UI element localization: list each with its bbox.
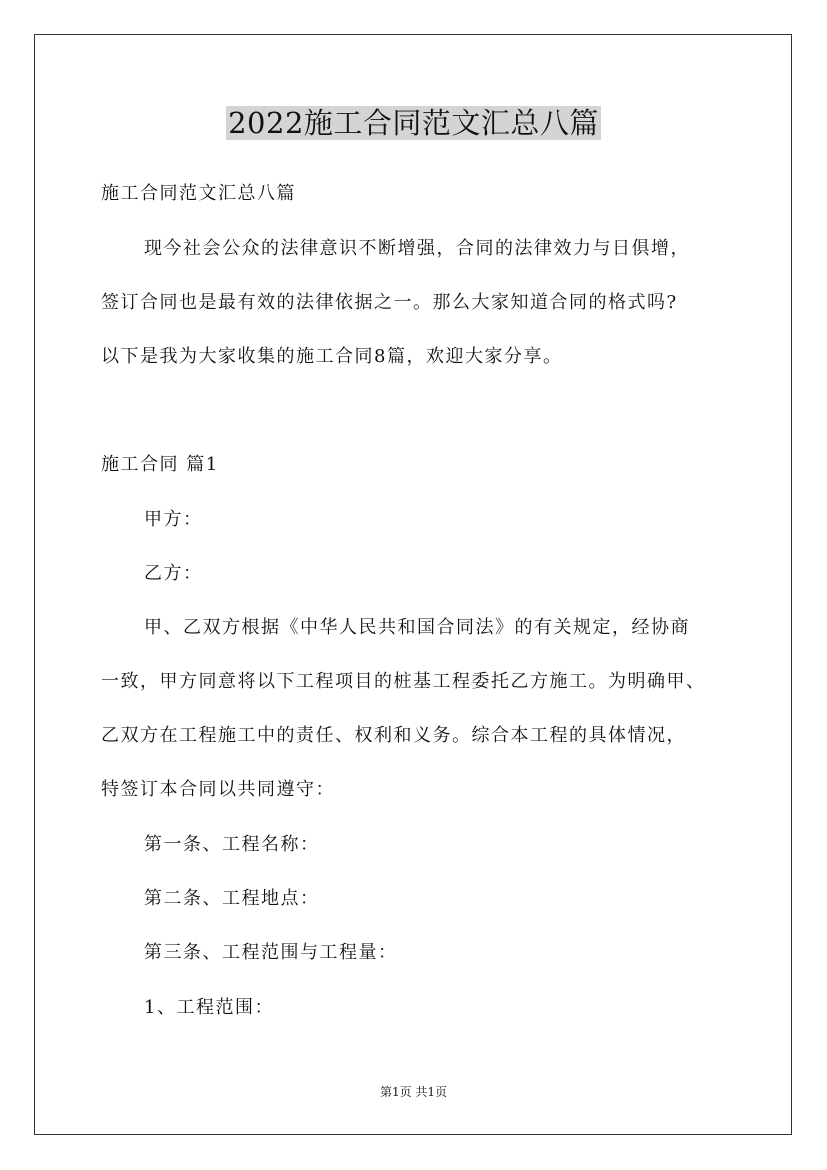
document-title: 2022施工合同范文汇总八篇 [228,106,599,140]
intro-line-1: 现今社会公众的法律意识不断增强，合同的法律效力与日俱增， [144,238,690,259]
body-line-3: 乙双方在工程施工中的责任、权利和义务。综合本工程的具体情况， [101,725,686,746]
article-2: 第二条、工程地点： [144,888,320,909]
party-a-label: 甲方： [144,509,203,530]
article-3: 第三条、工程范围与工程量： [144,942,398,963]
body-line-2: 一致，甲方同意将以下工程项目的桩基工程委托乙方施工。为明确甲、 [101,671,706,692]
intro-line-2: 签订合同也是最有效的法律依据之一。那么大家知道合同的格式吗? [101,292,678,313]
intro-line-3: 以下是我为大家收集的施工合同8篇，欢迎大家分享。 [101,346,563,367]
body-line-4: 特签订本合同以共同遵守： [101,779,335,800]
body-line-1: 甲、乙双方根据《中华人民共和国合同法》的有关规定，经协商 [144,617,690,638]
article-1: 第一条、工程名称： [144,834,320,855]
party-b-label: 乙方： [144,563,203,584]
document-subtitle: 施工合同范文汇总八篇 [101,183,296,204]
page-footer: 第1页 共1页 [379,1085,448,1099]
section-heading: 施工合同 篇1 [101,454,219,475]
article-3-item-1: 1、工程范围： [144,997,274,1018]
